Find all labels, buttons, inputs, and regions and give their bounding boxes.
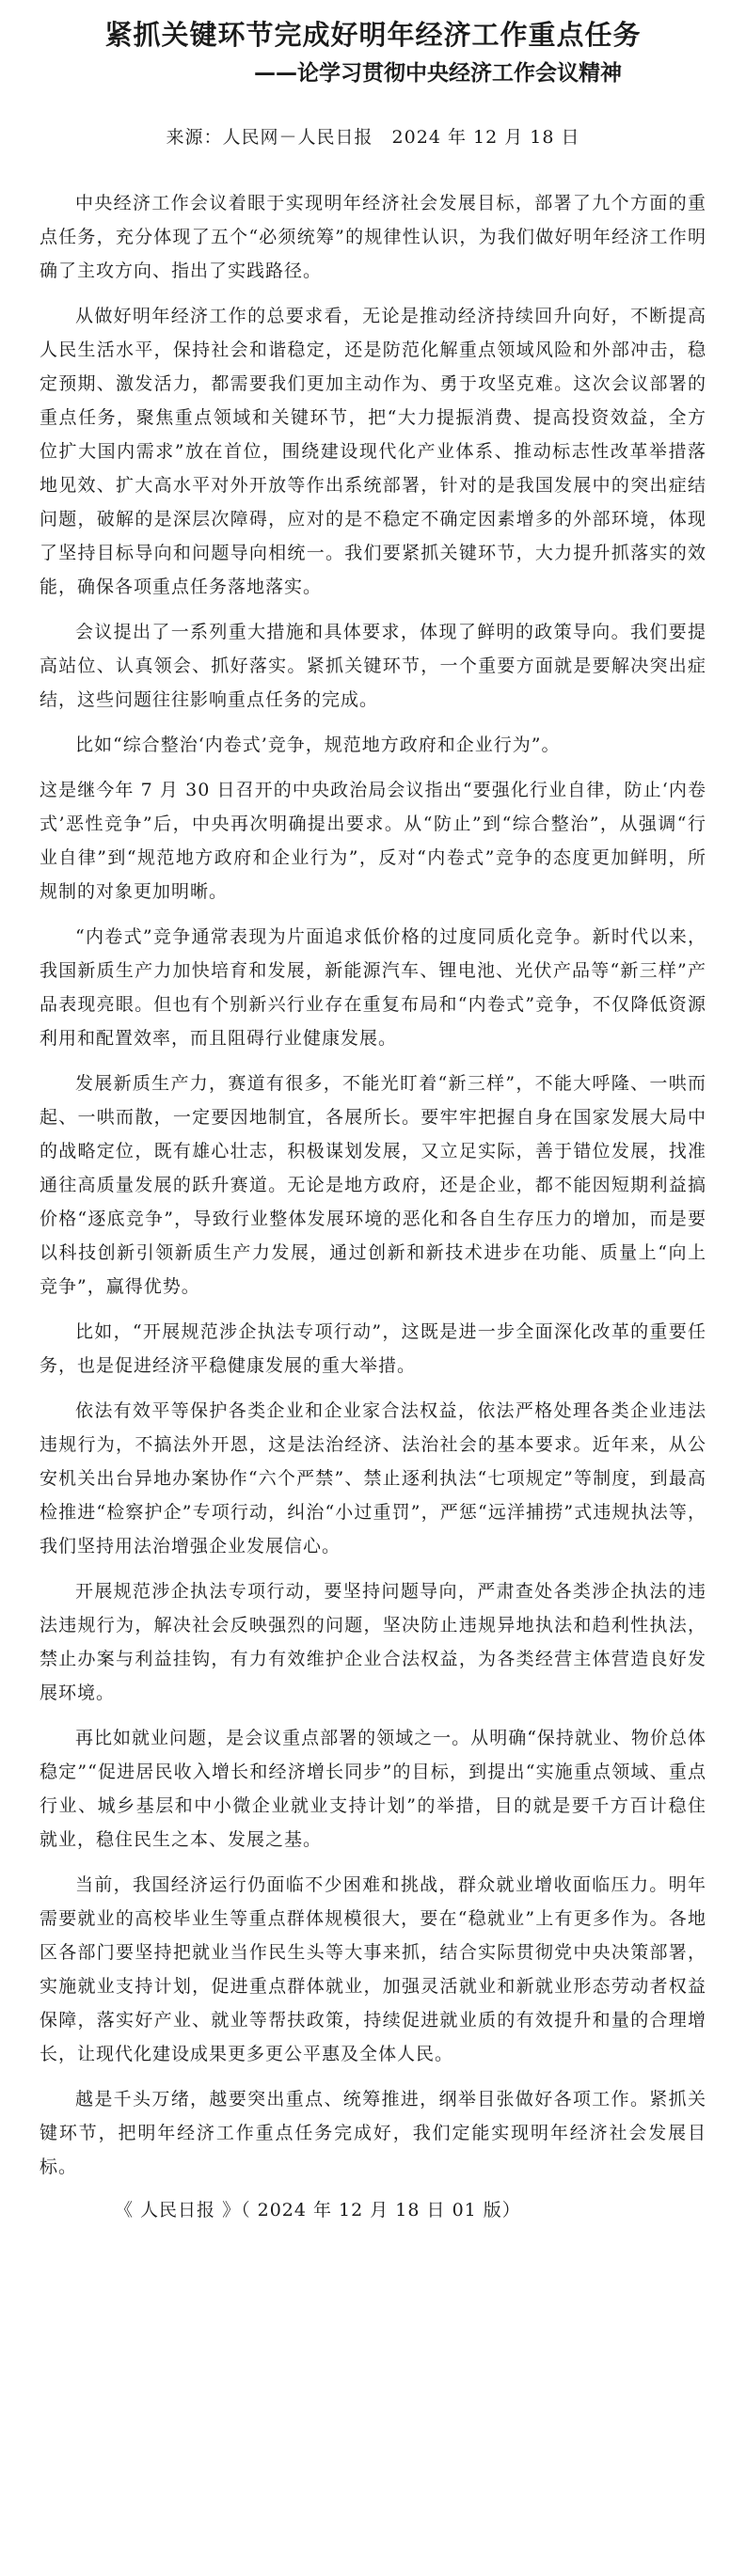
paragraph: 依法有效平等保护各类企业和企业家合法权益，依法严格处理各类企业违法违规行为，不搞法外开恩，这是法治经济、法治社会的基本要求。近年来，从公安机关出台异地办案协作“六个严禁”、禁止逐利执法“七项规定”等制度，到最高检推进“检察护企”专项行动，纠治“小过重罚”，严惩“远洋捕捞”式违规执法等，我们坚持用法治增强企业发展信心。: [40, 1400, 706, 1557]
paragraph: 会议提出了一系列重大措施和具体要求，体现了鲜明的政策导向。我们要提高站位、认真领会、抓好落实。紧抓关键环节，一个重要方面就是要解决突出症结，这些问题往往影响重点任务的完成。: [40, 622, 706, 710]
paragraph: 中央经济工作会议着眼于实现明年经济社会发展目标，部署了九个方面的重点任务，充分体现了五个“必须统筹”的规律性认识，为我们做好明年经济工作明确了主攻方向、指出了实践路径。: [40, 193, 706, 281]
article-subtitle: ——论学习贯彻中央经济工作会议精神: [254, 61, 622, 86]
paragraph: 越是千头万绪，越要突出重点、统筹推进，纲举目张做好各项工作。紧抓关键环节，把明年经济工作重点任务完成好，我们定能实现明年经济社会发展目标。: [40, 2089, 706, 2177]
paragraph: 比如，“开展规范涉企执法专项行动”，这既是进一步全面深化改革的重要任务，也是促进经济平稳健康发展的重大举措。: [40, 1321, 706, 1376]
paragraph: 再比如就业问题，是会议重点部署的领域之一。从明确“保持就业、物价总体稳定”“促进居民收入增长和经济增长同步”的目标，到提出“实施重点领域、重点行业、城乡基层和中小微企业就业支持计划”的举措，目的就是要千方百计稳住就业，稳住民生之本、发展之基。: [40, 1728, 706, 1850]
article-body: [40, 186, 706, 2184]
paragraph: 从做好明年经济工作的总要求看，无论是推动经济持续回升向好，不断提高人民生活水平，保持社会和谐稳定，还是防范化解重点领域风险和外部冲击，稳定预期、激发活力，都需要我们更加主动作为、勇于攻坚克难。这次会议部署的重点任务，聚焦重点领域和关键环节，把“大力提振消费、提高投资效益，全方位扩大国内需求”放在首位，围绕建设现代化产业体系、推动标志性改革举措落地见效、扩大高水平对外开放等作出系统部署，针对的是我国发展中的突出症结问题，破解的是深层次障碍，应对的是不稳定不确定因素增多的外部环境，体现了坚持目标导向和问题导向相统一。我们要紧抓关键环节，大力提升抓落实的效能，确保各项重点任务落地落实。: [40, 306, 706, 597]
paragraph: 这是继今年 7 月 30 日召开的中央政治局会议指出“要强化行业自律，防止‘内卷式’恶性竞争”后，中央再次明确提出要求。从“防止”到“综合整治”，从强调“行业自律”到“规范地方政府和企业行为”，反对“内卷式”竞争的态度更加鲜明，所规制的对象更加明晰。: [40, 780, 706, 902]
source-line: 来源：人民网－人民日报 2024 年 12 月 18 日: [166, 127, 580, 148]
paragraph: “内卷式”竞争通常表现为片面追求低价格的过度同质化竞争。新时代以来，我国新质生产力加快培育和发展，新能源汽车、锂电池、光伏产品等“新三样”产品表现亮眼。但也有个别新兴行业存在重复布局和“内卷式”竞争，不仅降低资源利用和配置效率，而且阻碍行业健康发展。: [40, 926, 706, 1049]
paragraph: 比如“综合整治‘内卷式’竞争，规范地方政府和企业行为”。: [75, 735, 561, 755]
article-title: 紧抓关键环节完成好明年经济工作重点任务: [104, 19, 642, 51]
paragraph: 当前，我国经济运行仍面临不少困难和挑战，群众就业增收面临压力。明年需要就业的高校毕业生等重点群体规模很大，要在“稳就业”上有更多作为。各地区各部门要坚持把就业当作民生头等大事来抓，结合实际贯彻党中央决策部署，实施就业支持计划，促进重点群体就业，加强灵活就业和新就业形态劳动者权益保障，落实好产业、就业等帮扶政策，持续促进就业质的有效提升和量的合理增长，让现代化建设成果更多更公平惠及全体人民。: [40, 1874, 706, 2064]
paragraph: 发展新质生产力，赛道有很多，不能光盯着“新三样”，不能大呼隆、一哄而起、一哄而散，一定要因地制宜，各展所长。要牢牢把握自身在国家发展大局中的战略定位，既有雄心壮志，积极谋划发展，又立足实际，善于错位发展，找准通往高质量发展的跃升赛道。无论是地方政府，还是企业，都不能因短期利益搞价格“逐底竞争”，导致行业整体发展环境的恶化和各自生存压力的增加，而是要以科技创新引领新质生产力发展，通过创新和新技术进步在功能、质量上“向上竞争”，赢得优势。: [40, 1073, 706, 1297]
publication-footer: 《 人民日报 》（ 2024 年 12 月 18 日 01 版）: [115, 2200, 521, 2220]
paragraph: 开展规范涉企执法专项行动，要坚持问题导向，严肃查处各类涉企执法的违法违规行为，解决社会反映强烈的问题，坚决防止违规异地执法和趋利性执法，禁止办案与利益挂钩，有力有效维护企业合法权益，为各类经营主体营造良好发展环境。: [40, 1581, 706, 1703]
